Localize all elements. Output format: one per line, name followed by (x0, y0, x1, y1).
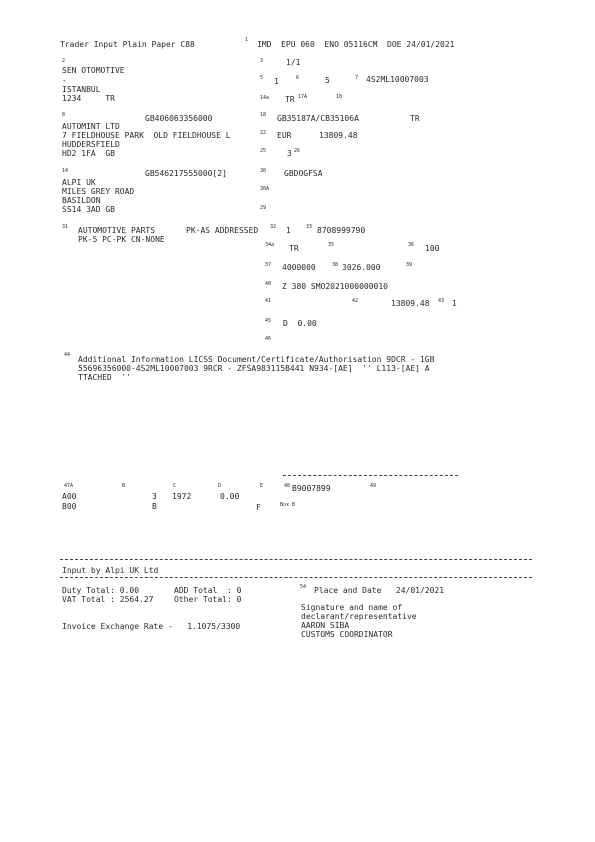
signature-label: Signature and name of (301, 603, 403, 612)
box-number: 14a (260, 95, 270, 101)
consignee-city: HUDDERSFIELD (62, 140, 120, 149)
box-number: 6 (296, 75, 300, 81)
divider (60, 577, 532, 578)
method-of-payment: F (256, 503, 261, 512)
consignee-postcode: HD2 1FA GB (62, 149, 115, 158)
transport-country: TR (410, 114, 420, 123)
box-number: 54 (300, 584, 307, 590)
consignee-eori: GB406063356000 (145, 114, 213, 123)
invoice-amount: 13809.48 (319, 131, 358, 140)
net-mass: 3026.000 (342, 263, 381, 272)
item-price: 13809.48 (391, 299, 430, 308)
consignor-postcode: 1234 TR (62, 94, 115, 103)
box-number: 45 (265, 318, 272, 324)
vat-total: VAT Total : 2564.27 (62, 595, 154, 604)
box-number: E (260, 483, 264, 489)
declarant-role: CUSTOMS COORDINATOR (301, 630, 393, 639)
box-number: 38 (332, 262, 339, 268)
transport-identity: GB35187A/CB35106A (277, 114, 359, 123)
box-number: 37 (265, 262, 272, 268)
declarant-city: BASILDON (62, 196, 101, 205)
box-number: 47A (64, 483, 74, 489)
preference: 100 (425, 244, 440, 253)
document-title: Trader Input Plain Paper C88 (60, 40, 195, 49)
box-number: 31 (62, 224, 69, 230)
box-number: 44 (64, 352, 71, 358)
goods-description: AUTOMOTIVE PARTS (78, 226, 156, 235)
additional-info-line: 55696356000-4S2ML10007003 9RCR - ZFSA983115B441 N934-[AE] '' L113-[AE] A (78, 364, 430, 373)
consignor-city: ISTANBUL (62, 85, 101, 94)
box-number: 5 (260, 75, 264, 81)
consignor-name: SEN OTOMOTIVE (62, 66, 125, 75)
box-number: 41 (265, 298, 272, 304)
box-number: 33 (306, 224, 313, 230)
box-number: 48 (284, 483, 291, 489)
box-number: 22 (260, 130, 267, 136)
box-number: D (218, 483, 222, 489)
box-number: C (173, 483, 177, 489)
box-number: 3 (260, 58, 264, 64)
packaging-details: PK-5 PC-PK CN-NONE (78, 235, 165, 244)
reference-number: 4S2ML10007003 (366, 75, 429, 84)
consignee-name: AUTOMINT LTD (62, 122, 120, 131)
box-number: 26 (294, 148, 301, 154)
box-number: 7 (355, 75, 359, 81)
box-number: 30 (260, 168, 267, 174)
consignee-address: 7 FIELDHOUSE PARK OLD FIELDHOUSE L (62, 131, 231, 140)
tax-base: 3 (152, 492, 157, 501)
tax-type: B00 (62, 502, 77, 511)
box-number: 35 (328, 242, 335, 248)
box-number: 14 (62, 168, 69, 174)
commodity-code: 8708999790 (317, 226, 366, 235)
declarant-eori: GB546217555000[2] (145, 169, 227, 178)
declarant-name: ALPI UK (62, 178, 96, 187)
valuation-method: 1 (452, 299, 457, 308)
adjustment: D 0.00 (283, 319, 317, 328)
box-number: 8 (62, 112, 66, 118)
box-number: 30A (260, 186, 270, 192)
box-number: 18 (336, 94, 343, 100)
other-total: Other Total: 0 (174, 595, 242, 604)
signature-label: declarant/representative (301, 612, 417, 621)
box-number: 17A (298, 94, 308, 100)
box-number: 18 (260, 112, 267, 118)
duty-total: Duty Total: 0.00 (62, 586, 140, 595)
declaration-type: IMD EPU 060 ENO 05116CM DOE 24/01/2021 (257, 40, 455, 49)
declarant-address: MILES GREY ROAD (62, 187, 135, 196)
tax-type: A00 (62, 492, 77, 501)
invoice-currency: EUR (277, 131, 292, 140)
deferred-payment: B9007899 (292, 484, 331, 493)
box-number: B (122, 483, 126, 489)
goods-location: GBDOGFSA (284, 169, 323, 178)
add-total: ADD Total : 0 (174, 586, 242, 595)
item-number: 1 (286, 226, 291, 235)
box-number: 25 (260, 148, 267, 154)
additional-info-line: Additional Information LICSS Document/Certificate/Authorisation 9DCR - 1GB (78, 355, 435, 364)
packaging-marks: PK-AS ADDRESSED (186, 226, 259, 235)
box-number: 42 (352, 298, 359, 304)
input-by: Input by Alpi UK Ltd (62, 566, 159, 575)
box-number: 46 (265, 336, 272, 342)
box-number: 40 (265, 281, 272, 287)
tax-amount: 0.00 (220, 492, 240, 501)
place-and-date: Place and Date 24/01/2021 (314, 586, 445, 595)
declarant-postcode: SS14 3AD GB (62, 205, 115, 214)
box-number: 39 (406, 262, 413, 268)
box-number: 32 (270, 224, 277, 230)
tax-base: B (152, 502, 157, 511)
exchange-rate: Invoice Exchange Rate - 1.1075/3300 (62, 622, 241, 631)
items-count: 1 (274, 77, 279, 86)
packages-count: 5 (325, 76, 330, 85)
box-number: 34a (265, 242, 275, 248)
procedure-code: 4000000 (282, 263, 316, 272)
box-number: 36 (408, 242, 415, 248)
box-number: 29 (260, 205, 267, 211)
forms-count: 1/1 (286, 58, 301, 67)
additional-info-line: TTACHED '' (78, 373, 131, 382)
box-number: 43 (438, 298, 445, 304)
box-number: 1 (245, 37, 249, 43)
box-number: 49 (370, 483, 377, 489)
divider (60, 559, 532, 560)
divider (283, 475, 458, 476)
tax-rate: 1972 (172, 492, 192, 501)
box-b-label: Box B (280, 502, 296, 508)
previous-document: Z 380 SMO2021000000010 (282, 282, 388, 291)
consignor-address: - (62, 76, 67, 85)
declarant-signatory: AARON SIBA (301, 621, 350, 630)
box-number: 2 (62, 58, 66, 64)
origin-country: TR (289, 244, 299, 253)
dispatch-country: TR (285, 95, 295, 104)
transport-mode: 3 (287, 149, 292, 158)
